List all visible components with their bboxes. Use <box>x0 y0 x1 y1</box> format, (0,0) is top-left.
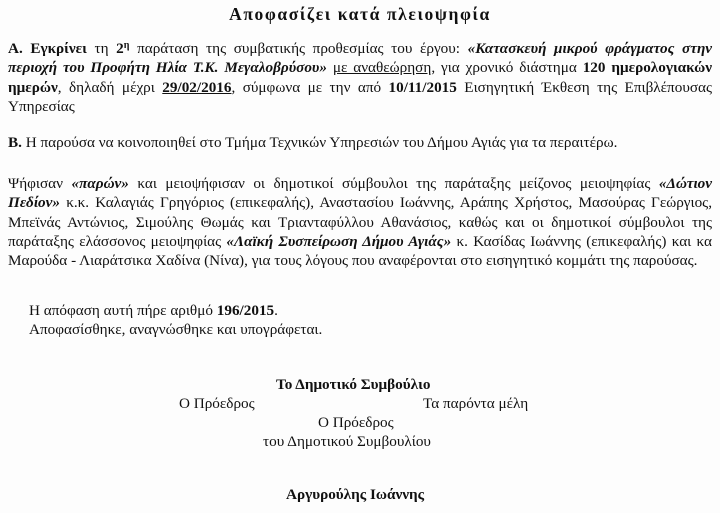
ordinal-superscript: η <box>123 40 130 51</box>
duration: 120 ημερολογιακών ημερών <box>8 59 713 96</box>
paragraph-a-text: τη <box>86 40 117 57</box>
president-label-left: Ο Πρόεδρος <box>179 395 255 412</box>
decision-text: . <box>274 302 278 319</box>
paragraph-b-label: Β. <box>8 134 22 151</box>
members-label: Τα παρόντα μέλη <box>423 395 529 412</box>
document-heading: Αποφασίζει κατά πλειοψηφία <box>229 4 491 24</box>
faction-minor: «Λαϊκή Συσπείρωση Δήμου Αγιάς» <box>226 232 452 250</box>
president-label-center: Ο Πρόεδρος <box>318 414 394 431</box>
vote-text: κ.κ. Καλαγιάς Γρηγόριος (επικεφαλής), Αναστασίου Ιωάννης, Αράπης Χρήστος, Μασούρας Γεώργιος, Μπεϊνάς Αντώνιος, Σιμούλης Θωμάς και Τριανταφύλλου Αθανάσιος, καθώς και οι δημοτικοί σύμβουλοι της παράταξης ελάσσονος μειοψηφίας <box>8 194 712 250</box>
closing-line: Αποφασίσθηκε, αναγνώσθηκε και υπογράφεται. <box>29 321 323 338</box>
deadline-date: 29/02/2016 <box>162 78 232 96</box>
vote-text: Ψήφισαν <box>8 175 72 192</box>
revision-text: με αναθεώρηση <box>332 59 432 77</box>
vote-text: και μειοψήφισαν οι δημοτικοί σύμβουλοι της παράταξης μείζονος μειοψηφίας <box>128 175 659 192</box>
council-heading: Το Δημοτικό Συμβούλιο <box>276 376 431 393</box>
paragraph-a-text: , δηλαδή μέχρι <box>57 78 163 96</box>
report-date: 10/11/2015 <box>388 78 457 96</box>
paragraph-b-text: Η παρούσα να κοινοποιηθεί στο Τμήμα Τεχνικών Υπηρεσιών του Δήμου Αγιάς για τα περαιτέρω. <box>21 134 618 151</box>
paragraph-b <box>8 133 712 152</box>
faction-major: «Δώτιον Πεδίον» <box>8 175 713 212</box>
paragraph-a-text: , για χρονικό διάστημα <box>431 59 583 77</box>
paragraph-a-text: , σύμφωνα με την από <box>231 78 389 96</box>
vote-text: κ. Κασίδας Ιωάννης (επικεφαλής) και κα Μαρούδα - Λιαράτσικα Χαδίνα (Νίνα), για τους λόγους που αναφέρονται στο εισηγητικό κομμάτι της παρούσας. <box>8 232 713 270</box>
of-council-label: του Δημοτικού Συμβουλίου <box>263 433 431 450</box>
vote-paragraph <box>8 174 712 270</box>
paragraph-a-label: Α. <box>8 40 23 57</box>
paragraph-a <box>8 39 712 116</box>
project-title: «Κατασκευή μικρού φράγματος στην περιοχή του Προφήτη Ηλία Τ.Κ. Μεγαλοβρύσου» <box>8 40 713 77</box>
approve-verb: Εγκρίνει <box>30 40 87 57</box>
paragraph-a-text: παράταση της συμβατικής προθεσμίας του έργου: <box>129 40 468 57</box>
decision-text: Η απόφαση αυτή πήρε αριθμό <box>29 302 217 319</box>
paragraph-a-text: Εισηγητική Έκθεση της Επιβλέπουσας Υπηρεσίας <box>8 78 712 115</box>
ordinal-number: 2 <box>116 40 124 57</box>
decision-number-line <box>29 302 278 320</box>
signatory-name: Αργυρούλης Ιωάννης <box>286 486 425 503</box>
present-vote: «παρών» <box>71 175 129 192</box>
decision-number: 196/2015 <box>216 302 275 319</box>
